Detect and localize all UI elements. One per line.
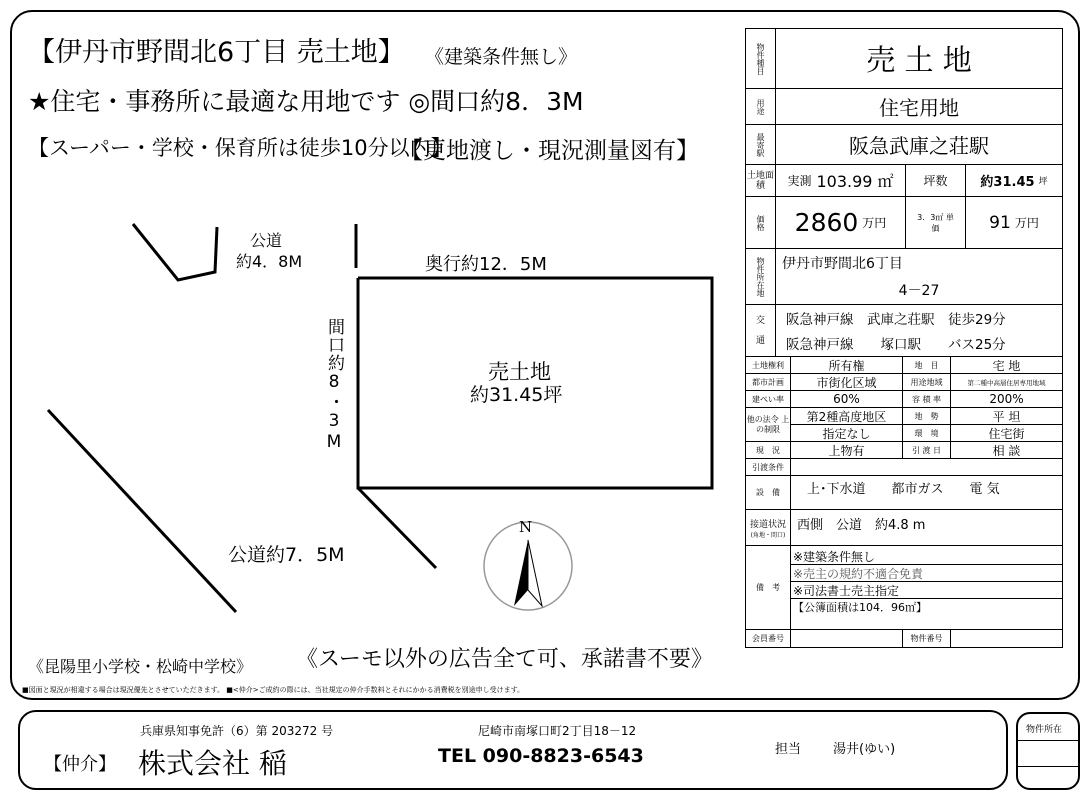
stamp-divider-top — [1016, 740, 1080, 741]
use-label: 用途 — [746, 89, 776, 124]
depth-label: 奥行約12．5M — [425, 254, 547, 275]
condition-text: 《建築条件無し》 — [425, 46, 578, 68]
use-value: 住宅用地 — [879, 96, 959, 120]
road-north-label-2: 約4．8M — [236, 252, 303, 271]
remark-4: 【公簿面積は104．96㎡】 — [793, 601, 927, 614]
road-west-line — [48, 410, 236, 612]
terrain-value: 平 坦 — [992, 409, 1021, 424]
property-no-label: 物件番号 — [903, 630, 951, 647]
remark-1: ※建築条件無し — [791, 548, 1062, 565]
stamp-label: 物件所在 — [1026, 725, 1063, 735]
price-unit: 万円 — [862, 216, 887, 230]
location-line-1: 伊丹市野間北6丁目 — [782, 255, 903, 272]
law-value-2: 指定なし — [791, 425, 903, 441]
chimoku-label: 地 目 — [903, 357, 951, 373]
tsubo-cell — [966, 165, 1062, 196]
unit-price-value: 91 — [989, 212, 1011, 233]
station-value: 阪急武庫之荘駅 — [849, 134, 989, 158]
notice-text: ■図面と現況が相違する場合は現況優先とさせていただきます。 ■<仲介>ご成約の際には、当社規定の仲介手数料とそれにかかる消費税を別途申し受けます。 — [22, 686, 525, 694]
agency-name-prefix: 【仲介】 — [44, 754, 116, 775]
member-label: 会員番号 — [746, 630, 791, 647]
far-value: 200% — [989, 392, 1024, 406]
price-value: 2860 — [794, 208, 859, 237]
handover-cond-label: 引渡条件 — [746, 459, 791, 475]
road-label: 接道状況 — [749, 519, 786, 530]
road-north-line — [133, 224, 217, 280]
license-text: 兵庫県知事免許（6）第 203272 号 — [140, 724, 334, 738]
transport-line-2: 阪急神戸線 塚口駅 バス25分 — [786, 337, 1006, 354]
price-label: 価格 — [746, 197, 776, 248]
transport-label-2: 通 — [755, 335, 765, 346]
zoning-value: 第二種中高層住居専用地域 — [967, 378, 1046, 387]
area-label: 土地面積 — [746, 165, 776, 196]
terrain-label: 地 勢 — [903, 408, 951, 424]
staff-label: 担当 — [775, 742, 802, 757]
agency-name: 株式会社 稲 — [138, 747, 287, 780]
road-north-label-1: 公道 — [250, 231, 283, 250]
unit-price-label: 3．3㎡ 単 価 — [906, 197, 966, 248]
rights-label: 土地権利 — [746, 357, 791, 373]
tsubo-label: 坪数 — [906, 165, 966, 196]
schools-text: 《昆陽里小学校・松崎中学校》 — [28, 657, 253, 676]
member-value — [791, 630, 903, 647]
handover-note: 【更地渡し・現況測量図有】 — [400, 138, 699, 164]
status-value: 上物有 — [791, 442, 903, 458]
law-label: 他の法令 上の制限 — [746, 408, 791, 441]
far-label: 容 積 率 — [903, 391, 951, 407]
env-value: 住宅街 — [988, 426, 1025, 441]
tel-text: TEL 090-8823-6543 — [438, 745, 644, 767]
status-label: 現 況 — [746, 442, 791, 458]
property-type: 売 土 地 — [866, 43, 972, 77]
area-value: 103.99 ㎡ — [816, 172, 894, 191]
road-south-label: 公道約7．5M — [228, 544, 345, 566]
coverage-value: 60% — [791, 391, 903, 407]
unit-price-cell — [966, 197, 1062, 248]
remarks-label: 備 考 — [746, 546, 791, 629]
rights-value: 所有権 — [791, 357, 903, 373]
stamp-divider-mid — [1016, 766, 1080, 767]
transport-label-1: 交 — [755, 315, 765, 326]
env-label: 環 境 — [903, 425, 951, 441]
address-text: 尼崎市南塚口町2丁目18－12 — [478, 724, 637, 738]
spec-table — [745, 28, 1063, 648]
law-value-1: 第2種高度地区 — [791, 408, 903, 424]
zoning-label: 用途地域 — [903, 374, 951, 390]
city-plan-label: 都市計画 — [746, 374, 791, 390]
city-plan-value: 市街化区域 — [791, 374, 903, 390]
area-measured-label: 実測 — [787, 174, 812, 188]
price-cell — [776, 197, 906, 248]
coverage-label: 建ぺい率 — [746, 391, 791, 407]
tsubo-value: 約31.45 — [980, 175, 1035, 190]
facility-label: 設 備 — [746, 476, 791, 509]
transport-line-1: 阪急神戸線 武庫之荘駅 徒歩29分 — [786, 311, 1006, 328]
remark-3: ※司法書士売主指定 — [791, 582, 1062, 599]
frontage-label: 間口約8・3M — [324, 318, 344, 453]
feature-line: ★住宅・事務所に最適な用地です ◎間口約8．3M — [28, 87, 584, 116]
location-line-2: 4－27 — [898, 283, 940, 300]
lot-label-1: 売土地 — [488, 360, 551, 384]
handover-label: 引 渡 日 — [903, 442, 951, 458]
remark-2: ※売主の規約不適合免責 — [791, 565, 1062, 582]
lot-label-2: 約31.45坪 — [470, 384, 563, 406]
chimoku-value: 宅 地 — [992, 358, 1021, 373]
handover-value: 相 談 — [992, 443, 1021, 458]
area-cell — [776, 165, 906, 196]
road-value: 西側 公道 約4.8 m — [797, 518, 926, 533]
road-label-cell — [746, 510, 791, 545]
compass-n-label: N — [519, 518, 533, 536]
facility-value: 上･下水道 都市ガス 電 気 — [807, 482, 1000, 497]
handover-cond-value — [791, 459, 1062, 475]
unit-price-unit: 万円 — [1014, 216, 1039, 230]
property-no-value — [951, 630, 1062, 647]
location-label: 物件所在地 — [746, 249, 776, 304]
facility-note: 【スーパー・学校・保育所は徒歩10分以内】 — [28, 136, 452, 160]
ads-text: 《スーモ以外の広告全て可、承諾書不要》 — [296, 647, 713, 672]
station-label: 最寄駅 — [746, 125, 776, 164]
type-label: 物件種目 — [746, 29, 776, 88]
road-south-line — [358, 488, 436, 568]
tsubo-unit: 坪 — [1038, 177, 1048, 187]
staff-name: 湯井(ゆい) — [833, 742, 896, 757]
page-title: 【伊丹市野間北6丁目 売土地】 — [28, 37, 405, 68]
transport-label — [746, 305, 776, 356]
road-sublabel: (角地・間口) — [750, 531, 786, 539]
